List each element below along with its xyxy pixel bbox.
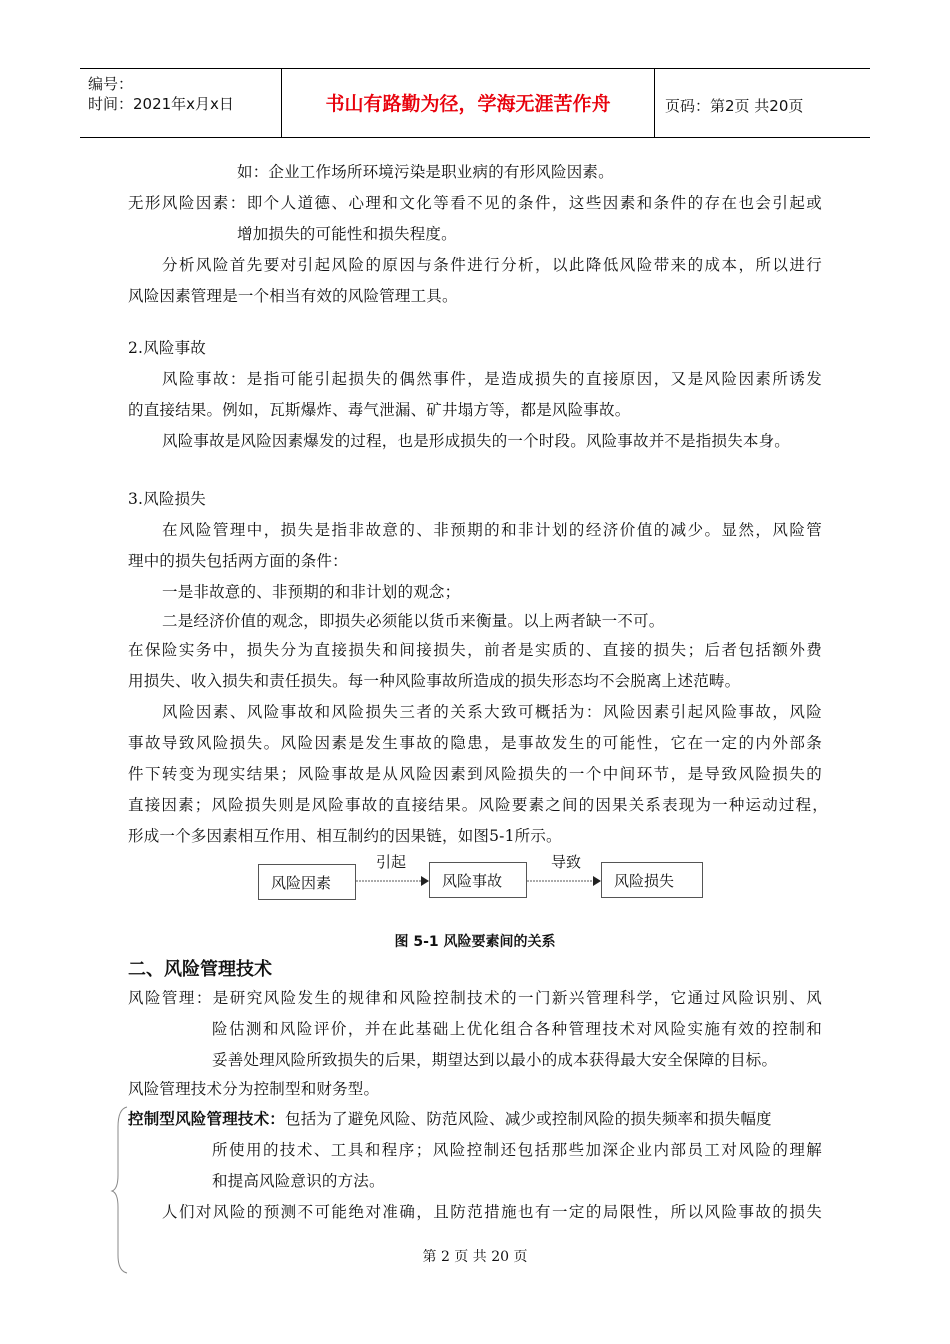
header-divider <box>654 69 655 137</box>
header-motto: 书山有路勤为径，学海无涯苦作舟 <box>325 93 611 115</box>
paragraph-line: 人们对风险的预测不可能绝对准确，且防范措施也有一定的局限性，所以风险事故的损失 <box>162 1203 822 1221</box>
paragraph-line: 在风险管理中，损失是指非故意的、非预期的和非计划的经济价值的减少。显然，风险管 <box>162 521 822 539</box>
paragraph-line: 无形风险因素：即个人道德、心理和文化等看不见的条件，这些因素和条件的存在也会引起或 <box>128 194 822 212</box>
paragraph-line: 风险因素、风险事故和风险损失三者的关系大致可概括为：风险因素引起风险事故，风险 <box>162 703 822 721</box>
paragraph-line: 直接因素；风险损失则是风险事故的直接结果。风险要素之间的因果关系表现为一种运动过程， <box>128 796 828 814</box>
paragraph-line: 妥善处理风险所致损失的后果，期望达到以最小的成本获得最大安全保障的目标。 <box>212 1051 778 1069</box>
paragraph-line: 用损失、收入损失和责任损失。每一种风险事故所造成的损失形态均不会脱离上述范畴。 <box>128 672 741 690</box>
paragraph-line: 形成一个多因素相互作用、相互制约的因果链，如图5-1所示。 <box>128 827 562 845</box>
paragraph-line: 风险事故：是指可能引起损失的偶然事件，是造成损失的直接原因，又是风险因素所诱发 <box>162 370 822 388</box>
section-heading: 二、风险管理技术 <box>128 959 272 980</box>
diagram-box-risk-accident: 风险事故 <box>429 862 527 898</box>
paragraph-line: 的直接结果。例如，瓦斯爆炸、毒气泄漏、矿井塌方等，都是风险事故。 <box>128 401 631 419</box>
diagram-arrows <box>356 870 602 892</box>
paragraph-line: 如：企业工作场所环境污染是职业病的有形风险因素。 <box>237 163 614 181</box>
page-footer: 第 2 页 共 20 页 <box>422 1249 528 1265</box>
paragraph-line: 风险事故是风险因素爆发的过程，也是形成损失的一个时段。风险事故并不是指损失本身。 <box>162 432 791 450</box>
paragraph-line: 件下转变为现实结果；风险事故是从风险因素到风险损失的一个中间环节，是导致风险损失的 <box>128 765 822 783</box>
term-label: 控制型风险管理技术： <box>128 1109 286 1128</box>
paragraph-line: 风险因素管理是一个相当有效的风险管理工具。 <box>128 287 458 305</box>
paragraph-line <box>128 1107 772 1129</box>
paragraph-line: 风险管理技术分为控制型和财务型。 <box>128 1080 380 1098</box>
diagram-box-risk-loss: 风险损失 <box>601 862 703 898</box>
paragraph-line: 一是非故意的、非预期的和非计划的观念； <box>162 583 461 601</box>
date-label: 时间：2021年x月x日 <box>88 95 234 113</box>
diagram-arrow-label: 引起 <box>376 853 407 871</box>
paragraph-line: 和提高风险意识的方法。 <box>212 1172 385 1190</box>
paragraph-line: 所使用的技术、工具和程序；风险控制还包括那些加深企业内部员工对风险的理解 <box>212 1141 822 1159</box>
header-page-number: 页码：第2页 共20页 <box>665 97 804 115</box>
subheading: 2.风险事故 <box>128 339 206 357</box>
header-meta <box>80 69 280 137</box>
paragraph-line: 理中的损失包括两方面的条件： <box>128 552 348 570</box>
paragraph-line: 险估测和风险评价，并在此基础上优化组合各种管理技术对风险实施有效的控制和 <box>212 1020 822 1038</box>
term-definition: 包括为了避免风险、防范风险、减少或控制风险的损失频率和损失幅度 <box>285 1110 772 1128</box>
page-header <box>80 68 870 138</box>
paragraph-line: 二是经济价值的观念，即损失必须能以货币来衡量。以上两者缺一不可。 <box>162 612 665 630</box>
paragraph-line: 增加损失的可能性和损失程度。 <box>237 225 457 243</box>
figure-caption: 图 5-1 风险要素间的关系 <box>394 934 556 950</box>
paragraph-line: 在保险实务中，损失分为直接损失和间接损失，前者是实质的、直接的损失；后者包括额外费 <box>128 641 822 659</box>
paragraph-line: 分析风险首先要对引起风险的原因与条件进行分析，以此降低风险带来的成本，所以进行 <box>162 256 822 274</box>
paragraph-line: 风险管理：是研究风险发生的规律和风险控制技术的一门新兴管理科学，它通过风险识别、风 <box>128 989 822 1007</box>
diagram-arrow-label: 导致 <box>551 853 582 871</box>
diagram-box-risk-factor: 风险因素 <box>258 864 356 900</box>
paragraph-line: 事故导致风险损失。风险因素是发生事故的隐患，是事故发生的可能性，它在一定的内外部条 <box>128 734 822 752</box>
code-label: 编号： <box>88 75 134 93</box>
subheading: 3.风险损失 <box>128 490 206 508</box>
